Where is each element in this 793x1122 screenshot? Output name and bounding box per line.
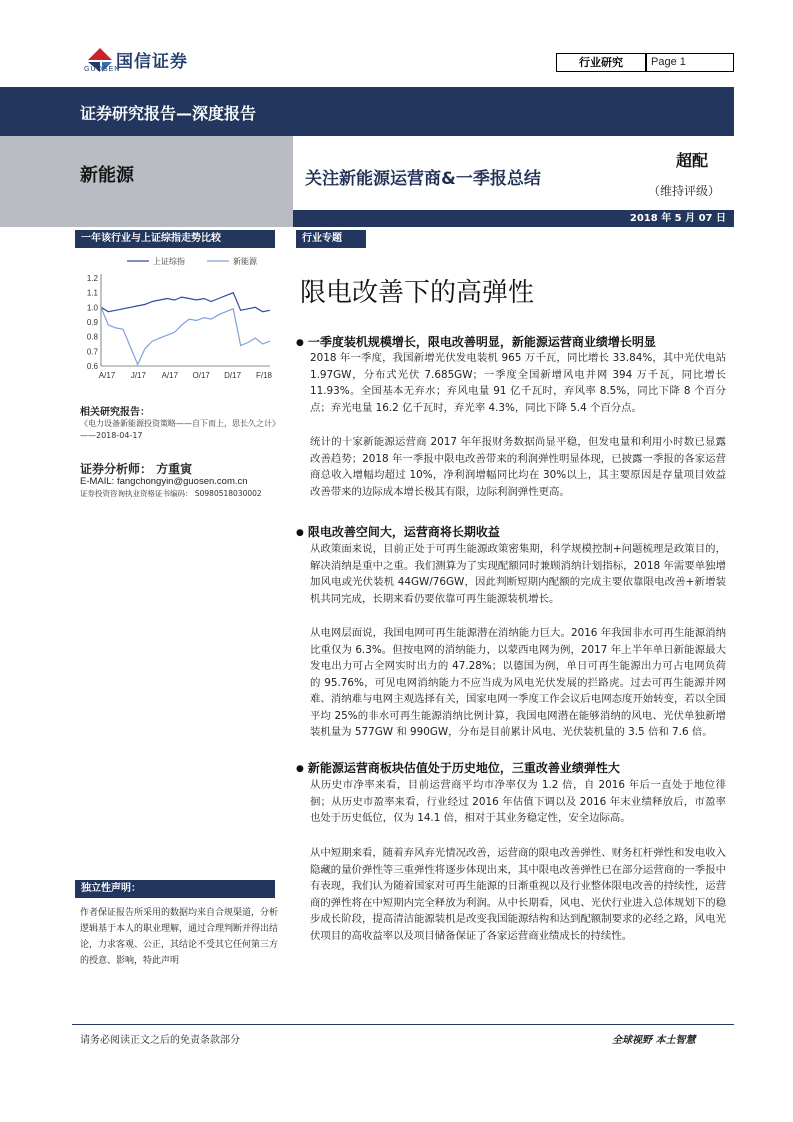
section-title-2: ● 限电改善空间大，运营商将长期收益	[296, 523, 500, 540]
x-tick-label: A/17	[98, 371, 116, 380]
footer-slogan: 全球视野 本土智慧	[612, 1035, 696, 1046]
related-research-title: 相关研究报告：	[80, 407, 150, 418]
related-research-body: 《电力设备新能源投资策略——自下而上，思长久之计》 ——2018-04-17	[80, 419, 280, 440]
y-tick-label: 0.7	[86, 347, 98, 357]
rating-note: （维持评级）	[648, 184, 721, 198]
y-tick-label: 1.2	[86, 274, 98, 283]
logo-subtext: GUOSEN	[84, 66, 121, 73]
x-tick-label: D/17	[224, 371, 242, 380]
x-tick-label: A/17	[161, 371, 179, 380]
y-tick-label: 0.6	[86, 362, 98, 371]
legend-label-2: 新能源	[233, 257, 257, 266]
main-title: 限电改善下的高弹性	[300, 278, 535, 308]
report-date: 2018 年 5 月 07 日	[293, 210, 734, 227]
y-tick-label: 1.0	[86, 303, 98, 313]
y-tick-label: 0.8	[86, 332, 98, 342]
disclaimer-body: 作者保证报告所采用的数据均来自合规渠道，分析逻辑基于本人的职业理解，通过合理判断并得出结论，力求客观、公正，其结论不受其它任何第三方的授意、影响，特此声明	[80, 908, 279, 966]
analyst-name: 证券分析师： 方重寅	[80, 462, 193, 476]
series-line-1	[101, 293, 270, 312]
section-title-1: ● 一季度装机规模增长，限电改善明显，新能源运营商业绩增长明显	[296, 333, 656, 350]
report-type-label: 证券研究报告—深度报告	[80, 104, 257, 123]
sector-band	[0, 136, 293, 210]
section-3-paragraph-2: 从中短期来看，随着弃风弃光情况改善，运营商的限电改善弹性、财务杠杆弹性和发电收入隐藏的量价弹性等三重弹性将逐步体现出来，其中限电改善弹性已在部分运营商的一季报中有表现，我们认为随着国家对可再生能源的日渐重视以及行业整体限电改善的持续性，运营商的弹性将在中短期内完全释放为利润。从中长期看，风电、光伏行业进入总体规划下的稳步成长阶段，提高清洁能源装机是改变我国能源结构和达到配额制要求的必经之路，风电光伏项目的高收益率以及项目储备保证了各家运营商业绩成长的持续性。	[310, 847, 726, 942]
section-1-paragraph-1: 2018 年一季度，我国新增光伏发电装机 965 万千瓦，同比增长 33.84%，其中光伏电站 1.97GW，分布式光伏 7.685GW；一季度全国新增风电并网 394 万千瓦，同比增长 11.93%。全国基本无弃水；弃风电量 91 亿千瓦时，弃风率 8.5%，同比下降 8 个百分点；弃光电量 16.2 亿千瓦时，弃光率 4.3%，同比下降 5.4 个百分点。	[310, 352, 726, 414]
footer-disclaimer-note: 请务必阅读正文之后的免责条款部分	[80, 1035, 240, 1046]
analyst-certificate: 证券投资咨询执业资格证书编码： S0980518030002	[80, 489, 262, 498]
trend-chart	[75, 252, 275, 388]
disclaimer-title: 独立性声明：	[75, 880, 275, 898]
section-1-paragraph-2: 统计的十家新能源运营商 2017 年年报财务数据尚显平稳，但发电量和利用小时数已显露改善趋势；2018 年一季报中限电改善带来的利润弹性明显体现，已披露一季报的各家运营商总收入增幅均超过 10%，净利润增幅同比均在 30%以上，其主要原因是存量项目效益改善带来的边际成本增长极其有限，边际利润弹性更高。	[310, 436, 726, 498]
date-bar-left	[0, 210, 293, 227]
x-tick-label: J/17	[130, 371, 146, 380]
section-title-3: ● 新能源运营商板块估值处于历史地位，三重改善业绩弹性大	[296, 759, 620, 776]
section-2-paragraph-2: 从电网层面说，我国电网可再生能源潜在消纳能力巨大。2016 年我国非水可再生能源消纳比重仅为 6.3%。但按电网的消纳能力，以蒙西电网为例，2017 年上半年单日新能源最大发电出力可占全网实时出力的 47.28%；以德国为例，单日可再生能源出力可占电网负荷的 95.76%，可见电网消纳能力不应当成为风电光伏发展的拦路虎。过去可再生能源并网难、消纳难与电网主观选择有关，国家电网一季度工作会议后电网态度开始转变，若以全国平均 25%的非水可再生能源消纳比例计算，我国电网潜在能够消纳的风电、光伏单独新增装机量为 577GW 和 990GW，分布是目前累计风电、光伏装机量的 3.5 倍和 7.6 倍。	[310, 627, 726, 738]
x-tick-label: O/17	[192, 371, 210, 380]
y-tick-label: 1.1	[86, 288, 98, 298]
topic-tag: 行业专题	[296, 230, 366, 248]
x-tick-label: F/18	[255, 371, 273, 380]
page-number: Page 1	[646, 53, 734, 72]
header-category: 行业研究	[556, 53, 646, 72]
legend-label-1: 上证综指	[153, 257, 185, 266]
section-2-paragraph-1: 从政策面来说，目前正处于可再生能源政策密集期，科学规模控制+问题梳理是政策目的，解决消纳是重中之重。我们测算为了实现配额同时兼顾消纳计划指标，2018 年需要单独增加风电或光伏装机 44GW/76GW，因此判断短期内配额的完成主要依靠限电改善+新增装机共同完成，长期来看仍要依靠可再生能源装机增长。	[310, 543, 726, 605]
y-tick-label: 0.9	[86, 318, 98, 327]
footer-divider	[72, 1024, 734, 1025]
section-3-paragraph-1: 从历史市净率来看，目前运营商平均市净率仅为 1.2 倍，自 2016 年后一直处于地位徘徊；从历史市盈率来看，行业经过 2016 年估值下调以及 2016 年末业绩释放后，市盈率也处于历史低位，仅为 14.1 倍，相对于其业务稳定性，安全边际高。	[310, 779, 726, 824]
logo-text: 国信证券	[116, 52, 188, 72]
analyst-email[interactable]: E-MAIL: fangchongyin@guosen.com.cn	[80, 476, 248, 487]
chart-box-title: 一年该行业与上证综指走势比较	[75, 230, 275, 248]
series-line-2	[101, 307, 270, 364]
report-title: 关注新能源运营商&一季报总结	[305, 169, 541, 189]
sector-name: 新能源	[80, 165, 134, 186]
rating: 超配	[676, 151, 709, 170]
